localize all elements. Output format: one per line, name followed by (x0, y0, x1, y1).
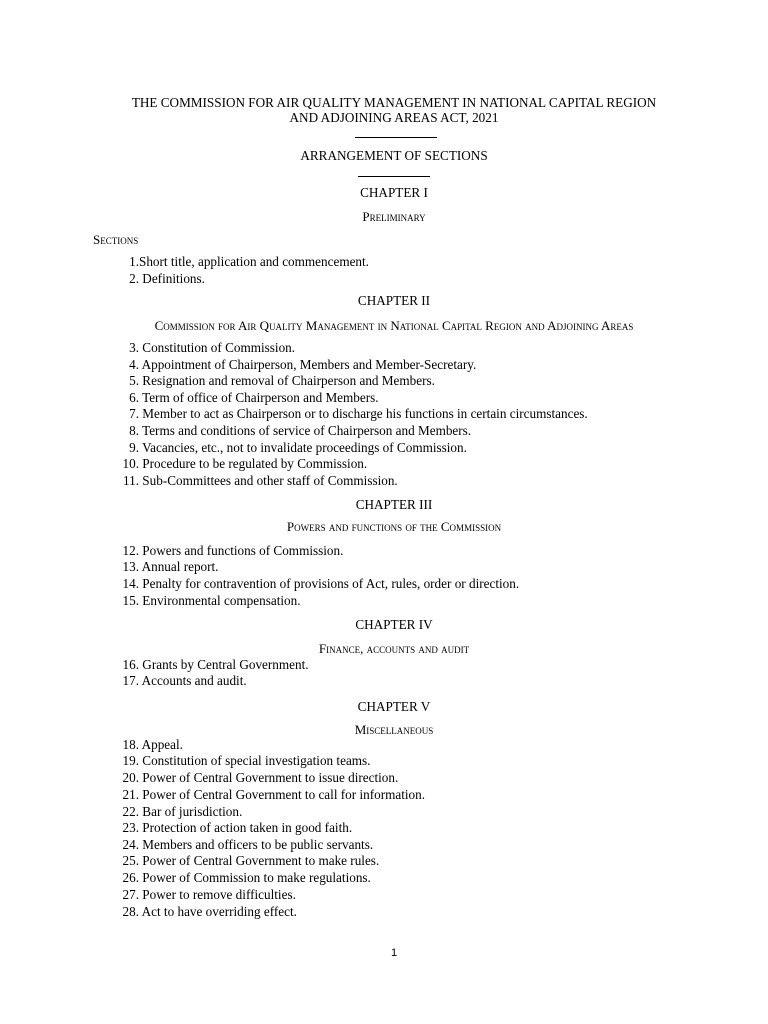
chapter-name: Miscellaneous (354, 722, 434, 737)
toc-item: 26. Power of Commission to make regulations. (122, 870, 371, 885)
toc-item: 24. Members and officers to be public servants. (122, 837, 374, 852)
chapter-name: Powers and functions of the Commission (286, 519, 502, 534)
toc-item: 8. Terms and conditions of service of Chairperson and Members. (129, 423, 472, 438)
chapter-heading: CHAPTER II (357, 293, 431, 308)
toc-item: 14. Penalty for contravention of provisions of Act, rules, order or direction. (122, 576, 520, 591)
toc-item: 23. Protection of action taken in good faith. (122, 820, 353, 835)
toc-item: 10. Procedure to be regulated by Commission. (122, 456, 368, 471)
toc-item: 3. Constitution of Commission. (129, 340, 296, 355)
toc-item: 9. Vacancies, etc., not to invalidate proceedings of Commission. (129, 440, 467, 455)
toc-item: 27. Power to remove difficulties. (122, 887, 296, 902)
toc-item: 16. Grants by Central Government. (122, 657, 309, 672)
act-title-line-1: THE COMMISSION FOR AIR QUALITY MANAGEMENT IN NATIONAL CAPITAL REGION (131, 95, 657, 110)
chapter-name: Commission for Air Quality Management in National Capital Region and Adjoining Areas (154, 318, 634, 333)
chapter-heading: CHAPTER III (355, 497, 433, 512)
toc-item: 17. Accounts and audit. (122, 673, 247, 688)
page-number: 1 (390, 947, 398, 959)
toc-item: 6. Term of office of Chairperson and Members. (129, 390, 379, 405)
toc-item: 2. Definitions. (129, 271, 205, 286)
chapter-heading: CHAPTER V (357, 699, 431, 714)
title-divider (355, 137, 437, 138)
chapter-name: Preliminary (362, 209, 426, 224)
act-title-line-2: AND ADJOINING AREAS ACT, 2021 (289, 110, 499, 125)
toc-item: 4. Appointment of Chairperson, Members and Member-Secretary. (129, 357, 477, 372)
toc-item: 7. Member to act as Chairperson or to discharge his functions in certain circumstances. (129, 406, 588, 421)
arrangement-heading: ARRANGEMENT OF SECTIONS (300, 148, 488, 163)
toc-item: 15. Environmental compensation. (122, 593, 301, 608)
toc-item: 5. Resignation and removal of Chairperson and Members. (129, 373, 435, 388)
sections-label: Sections (93, 232, 139, 247)
toc-item: 28. Act to have overriding effect. (122, 904, 297, 919)
chapter-heading: CHAPTER IV (355, 617, 433, 632)
toc-item: 25. Power of Central Government to make rules. (122, 853, 380, 868)
toc-item: 21. Power of Central Government to call for information. (122, 787, 426, 802)
toc-item: 18. Appeal. (122, 737, 183, 752)
toc-item: 13. Annual report. (122, 559, 219, 574)
chapter-name: Finance, accounts and audit (318, 641, 470, 656)
toc-item: 12. Powers and functions of Commission. (122, 543, 344, 558)
chapter-heading: CHAPTER I (360, 185, 428, 200)
toc-item: 1.Short title, application and commencement. (129, 254, 369, 269)
arrangement-divider (358, 176, 430, 177)
toc-item: 20. Power of Central Government to issue direction. (122, 770, 399, 785)
toc-item: 22. Bar of jurisdiction. (122, 804, 243, 819)
toc-item: 11. Sub-Committees and other staff of Commission. (123, 473, 398, 488)
toc-item: 19. Constitution of special investigation teams. (122, 753, 371, 768)
